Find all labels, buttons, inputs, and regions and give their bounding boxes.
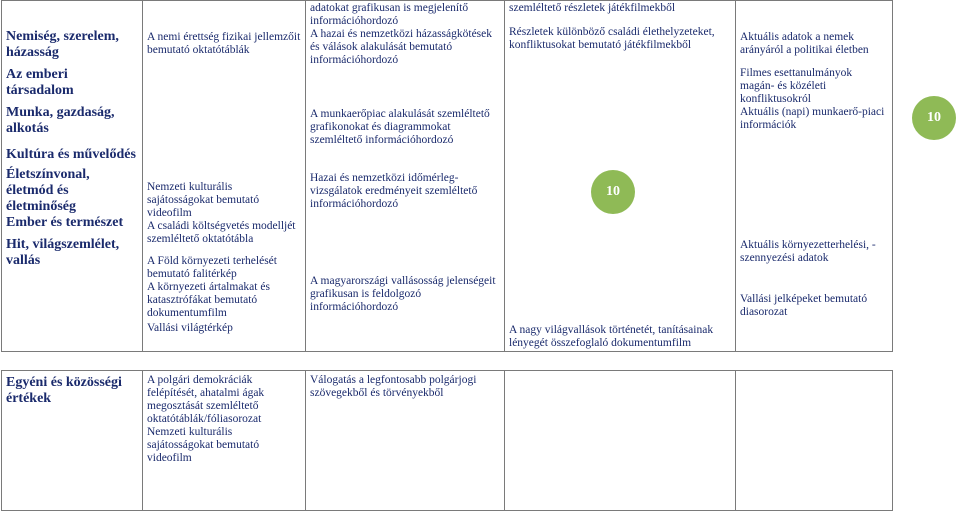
resource-item: Vallási világtérkép [147, 322, 233, 334]
devices-cell [143, 371, 306, 511]
resource-item: Aktuális (napi) munkaerő-piaci információk [740, 106, 885, 131]
topic-label: Nemiség, szerelem, házasság [6, 29, 119, 60]
topic-label: Ember és természet [6, 215, 124, 230]
topic-label: Életszínvonal, életmód és életminőség [6, 167, 90, 214]
spacer-cell [736, 352, 893, 371]
resource-item: Nemzeti kulturális sajátosságokat bemutató videofilm [147, 426, 260, 464]
devices-cell [143, 1, 306, 352]
resource-item: Hazai és nemzetközi időmérleg-vizsgálatok eredményeit szemléltető információhordozó [310, 172, 478, 210]
resource-item: Aktuális környezetterhelési, -szennyezési adatok [740, 239, 876, 264]
side-score-badge: 10 [912, 96, 956, 140]
spacer-cell [2, 352, 143, 371]
resource-item: A magyarországi vallásosság jelenségeit grafikusan is feldolgozó információhordozó [310, 275, 496, 313]
spacer-cell [143, 352, 306, 371]
resource-item: A nagy világvallások történetét, tanításainak lényegét összefoglaló dokumentumfilm [509, 324, 714, 349]
resource-item: Nemzeti kulturális sajátosságokat bemutató videofilm [147, 181, 260, 219]
resource-item: A családi költségvetés modelljét szemléltető oktatótábla [147, 220, 296, 245]
resource-item: A környezeti ártalmakat és katasztrófákat bemutató dokumentumfilm [147, 281, 270, 319]
resource-table [1, 0, 893, 511]
spacer-cell [505, 352, 736, 371]
resource-item: Válogatás a legfontosabb polgárjogi szövegekből és törvényekből [310, 374, 477, 399]
info-carriers-cell [306, 1, 505, 352]
info-carriers-cell [306, 371, 505, 511]
topics-cell [2, 371, 143, 511]
resource-item: adatokat grafikusan is megjelenítő információhordozó [310, 2, 469, 27]
resource-item: A hazai és nemzetközi házasságkötések és válások alakulását bemutató információhordozó [310, 28, 493, 66]
resource-item: szemléltető részletek játékfilmekből [509, 2, 676, 14]
resource-item: Filmes esettanulmányok magán- és közéleti konfliktusokról [740, 67, 853, 105]
topic-label: Kultúra és művelődés [6, 147, 136, 162]
resource-item: A Föld környezeti terhelését bemutató falitérkép [147, 255, 277, 280]
topic-label: Munka, gazdaság, alkotás [6, 105, 115, 136]
resource-item: A polgári demokráciák felépítését, ahatalmi ágak megosztását szemléltető oktatótáblák/fóliasorozat [147, 374, 265, 425]
spacer-cell [306, 352, 505, 371]
resource-item: A munkaerőpiac alakulását szemléltető grafikonokat és diagrammokat szemléltető információhordozó [310, 108, 490, 146]
table-row [2, 1, 893, 352]
resource-item: Aktuális adatok a nemek arányáról a politikai életben [740, 31, 869, 56]
films-cell [505, 371, 736, 511]
topic-label: Hit, világszemlélet, vallás [6, 237, 120, 268]
resource-item: Részletek különböző családi élethelyzeteket, konfliktusokat bemutató játékfilmekből [509, 26, 715, 51]
table-row [2, 352, 893, 371]
films-cell [505, 1, 736, 352]
topic-label: Egyéni és közösségi értékek [6, 375, 122, 406]
resource-item: Vallási jelképeket bemutató diasorozat [740, 293, 868, 318]
resource-item: A nemi érettség fizikai jellemzőit bemutató oktatótáblák [147, 31, 301, 56]
topics-cell [2, 1, 143, 352]
score-badge: 10 [591, 170, 635, 214]
topic-label: Az emberi társadalom [6, 67, 74, 98]
table-row [2, 371, 893, 511]
current-info-cell [736, 1, 893, 352]
current-info-cell [736, 371, 893, 511]
